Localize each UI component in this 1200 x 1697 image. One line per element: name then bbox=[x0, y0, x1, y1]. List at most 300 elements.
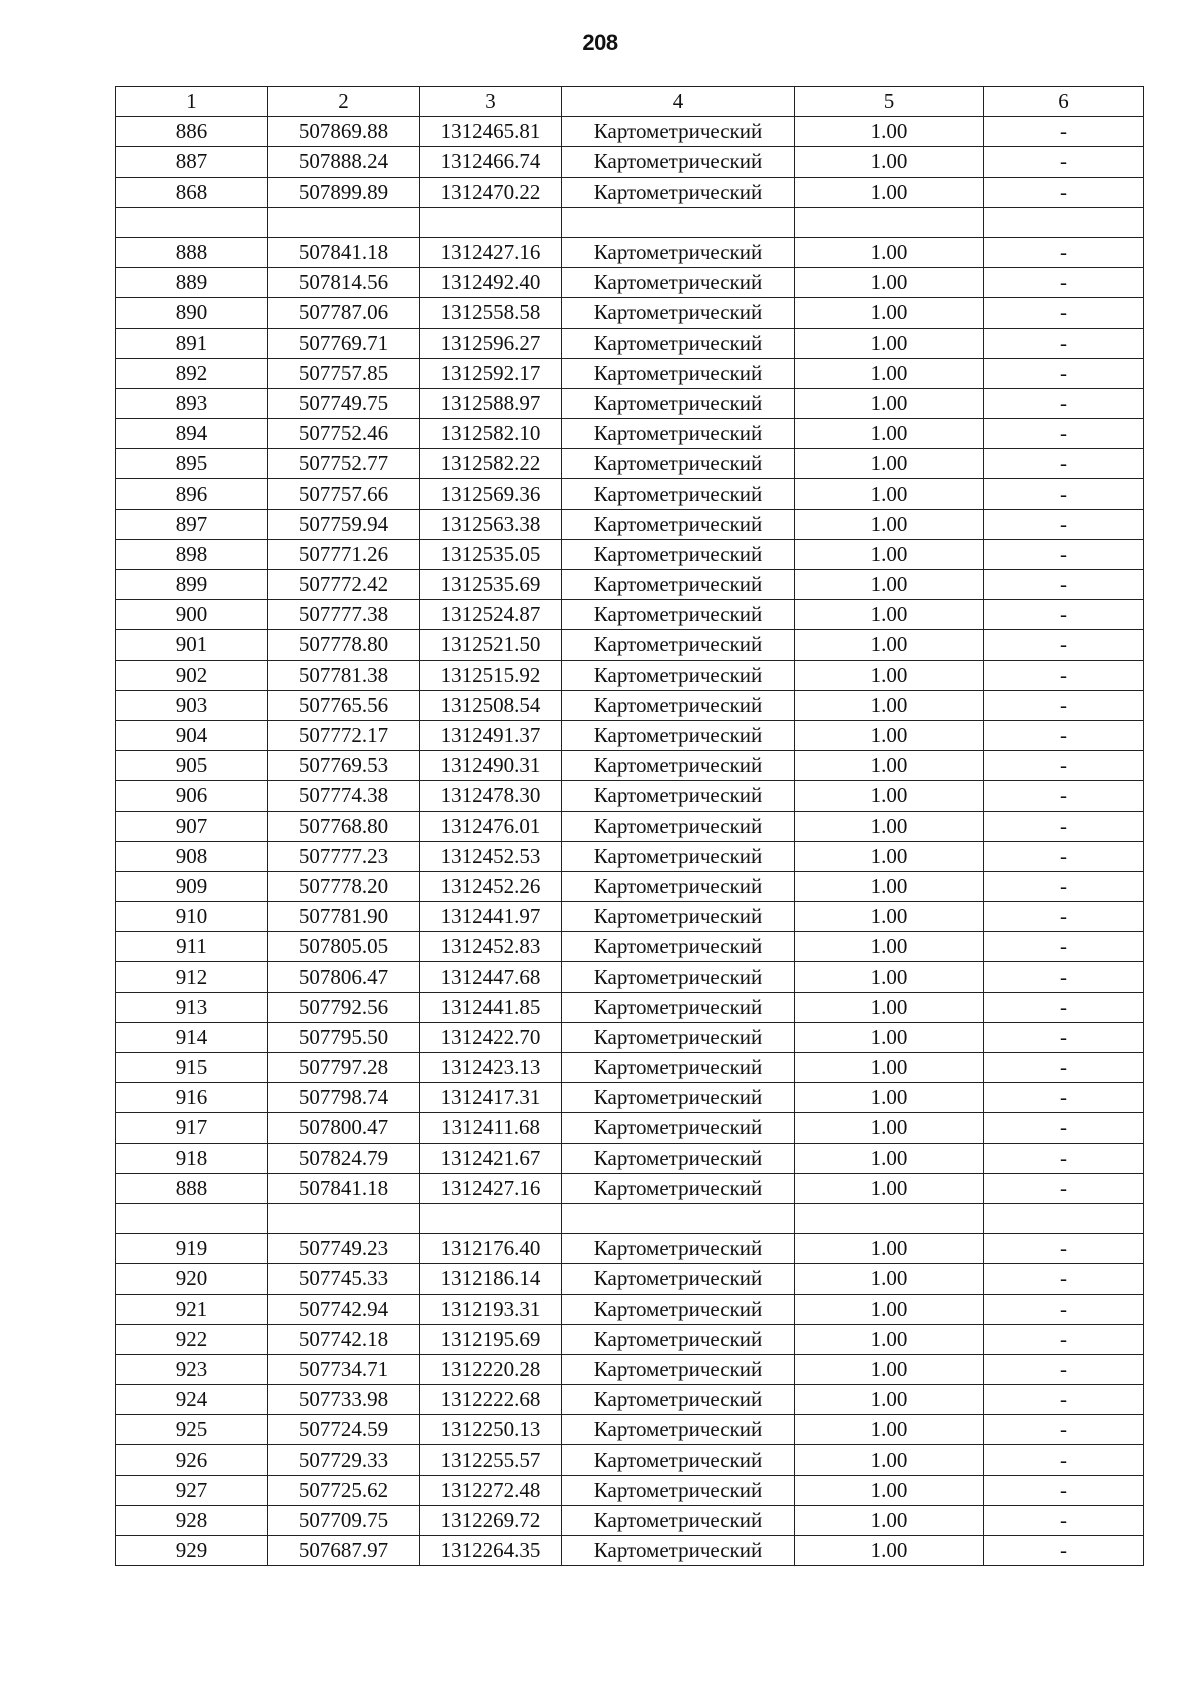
cell-method: Картометрический bbox=[562, 811, 795, 841]
cell-point-number: 928 bbox=[116, 1505, 268, 1535]
cell-precision: 1.00 bbox=[795, 449, 984, 479]
cell-precision: 1.00 bbox=[795, 811, 984, 841]
cell-coordinate-x: 507888.24 bbox=[268, 147, 420, 177]
cell-method: Картометрический bbox=[562, 932, 795, 962]
cell-note: - bbox=[984, 1053, 1144, 1083]
cell-point-number: 924 bbox=[116, 1385, 268, 1415]
cell-precision: 1.00 bbox=[795, 1294, 984, 1324]
cell-note: - bbox=[984, 811, 1144, 841]
cell-coordinate-x: 507752.77 bbox=[268, 449, 420, 479]
cell-coordinate-y: 1312255.57 bbox=[420, 1445, 562, 1475]
table-row bbox=[116, 1324, 1144, 1354]
cell-precision: 1.00 bbox=[795, 1234, 984, 1264]
cell-precision: 1.00 bbox=[795, 962, 984, 992]
cell-coordinate-x: 507806.47 bbox=[268, 962, 420, 992]
cell-point-number: 929 bbox=[116, 1536, 268, 1566]
cell-note: - bbox=[984, 298, 1144, 328]
cell-point-number: 923 bbox=[116, 1354, 268, 1384]
cell-coordinate-y: 1312272.48 bbox=[420, 1475, 562, 1505]
column-header: 5 bbox=[795, 87, 984, 117]
cell-precision: 1.00 bbox=[795, 1173, 984, 1203]
table-row bbox=[116, 811, 1144, 841]
cell-precision: 1.00 bbox=[795, 419, 984, 449]
cell-method: Картометрический bbox=[562, 539, 795, 569]
cell-point-number: 922 bbox=[116, 1324, 268, 1354]
cell-note bbox=[984, 1203, 1144, 1233]
cell-point-number: 888 bbox=[116, 1173, 268, 1203]
cell-point-number: 887 bbox=[116, 147, 268, 177]
cell-coordinate-y: 1312521.50 bbox=[420, 630, 562, 660]
cell-coordinate-x: 507725.62 bbox=[268, 1475, 420, 1505]
cell-coordinate-y: 1312491.37 bbox=[420, 720, 562, 750]
cell-coordinate-x: 507749.75 bbox=[268, 388, 420, 418]
table-row bbox=[116, 871, 1144, 901]
table-row bbox=[116, 992, 1144, 1022]
cell-note: - bbox=[984, 117, 1144, 147]
cell-coordinate-y: 1312592.17 bbox=[420, 358, 562, 388]
cell-method: Картометрический bbox=[562, 962, 795, 992]
cell-point-number: 886 bbox=[116, 117, 268, 147]
cell-coordinate-y: 1312492.40 bbox=[420, 268, 562, 298]
cell-note: - bbox=[984, 1385, 1144, 1415]
cell-method: Картометрический bbox=[562, 479, 795, 509]
cell-precision: 1.00 bbox=[795, 479, 984, 509]
cell-point-number: 915 bbox=[116, 1053, 268, 1083]
table-row bbox=[116, 358, 1144, 388]
cell-method: Картометрический bbox=[562, 1294, 795, 1324]
cell-precision: 1.00 bbox=[795, 1385, 984, 1415]
table-row bbox=[116, 1053, 1144, 1083]
cell-point-number: 919 bbox=[116, 1234, 268, 1264]
cell-point-number: 904 bbox=[116, 720, 268, 750]
cell-coordinate-y: 1312269.72 bbox=[420, 1505, 562, 1535]
cell-method: Картометрический bbox=[562, 419, 795, 449]
cell-note: - bbox=[984, 992, 1144, 1022]
cell-coordinate-x: 507724.59 bbox=[268, 1415, 420, 1445]
table-row bbox=[116, 1113, 1144, 1143]
cell-coordinate-y: 1312441.97 bbox=[420, 902, 562, 932]
cell-coordinate-x: 507709.75 bbox=[268, 1505, 420, 1535]
cell-method: Картометрический bbox=[562, 1354, 795, 1384]
table-row bbox=[116, 1385, 1144, 1415]
cell-coordinate-x: 507768.80 bbox=[268, 811, 420, 841]
cell-precision: 1.00 bbox=[795, 1264, 984, 1294]
cell-coordinate-x bbox=[268, 1203, 420, 1233]
table-row bbox=[116, 1415, 1144, 1445]
cell-coordinate-x: 507781.90 bbox=[268, 902, 420, 932]
cell-coordinate-y: 1312478.30 bbox=[420, 781, 562, 811]
cell-note bbox=[984, 207, 1144, 237]
cell-point-number: 909 bbox=[116, 871, 268, 901]
cell-point-number: 908 bbox=[116, 841, 268, 871]
table-row bbox=[116, 1475, 1144, 1505]
cell-point-number: 913 bbox=[116, 992, 268, 1022]
cell-note: - bbox=[984, 902, 1144, 932]
cell-coordinate-x: 507733.98 bbox=[268, 1385, 420, 1415]
cell-coordinate-x: 507734.71 bbox=[268, 1354, 420, 1384]
cell-note: - bbox=[984, 268, 1144, 298]
cell-coordinate-y: 1312176.40 bbox=[420, 1234, 562, 1264]
cell-coordinate-y: 1312186.14 bbox=[420, 1264, 562, 1294]
cell-coordinate-x: 507769.53 bbox=[268, 751, 420, 781]
cell-precision: 1.00 bbox=[795, 328, 984, 358]
table-row bbox=[116, 1143, 1144, 1173]
cell-note: - bbox=[984, 962, 1144, 992]
cell-point-number: 910 bbox=[116, 902, 268, 932]
cell-coordinate-x: 507729.33 bbox=[268, 1445, 420, 1475]
cell-precision: 1.00 bbox=[795, 841, 984, 871]
cell-coordinate-y: 1312250.13 bbox=[420, 1415, 562, 1445]
cell-precision bbox=[795, 1203, 984, 1233]
cell-point-number: 907 bbox=[116, 811, 268, 841]
cell-coordinate-y: 1312470.22 bbox=[420, 177, 562, 207]
column-header: 6 bbox=[984, 87, 1144, 117]
cell-note: - bbox=[984, 1234, 1144, 1264]
cell-note: - bbox=[984, 720, 1144, 750]
cell-method: Картометрический bbox=[562, 600, 795, 630]
cell-method: Картометрический bbox=[562, 690, 795, 720]
table-row bbox=[116, 962, 1144, 992]
cell-note: - bbox=[984, 388, 1144, 418]
table-row bbox=[116, 600, 1144, 630]
cell-coordinate-x bbox=[268, 207, 420, 237]
table-row bbox=[116, 1234, 1144, 1264]
cell-method: Картометрический bbox=[562, 1415, 795, 1445]
cell-method: Картометрический bbox=[562, 1234, 795, 1264]
cell-point-number: 899 bbox=[116, 570, 268, 600]
cell-method: Картометрический bbox=[562, 720, 795, 750]
cell-precision: 1.00 bbox=[795, 1505, 984, 1535]
cell-method: Картометрический bbox=[562, 237, 795, 267]
cell-note: - bbox=[984, 509, 1144, 539]
table-row bbox=[116, 268, 1144, 298]
table-row bbox=[116, 1022, 1144, 1052]
cell-point-number: 900 bbox=[116, 600, 268, 630]
cell-coordinate-x: 507805.05 bbox=[268, 932, 420, 962]
cell-note: - bbox=[984, 449, 1144, 479]
cell-point-number: 925 bbox=[116, 1415, 268, 1445]
cell-coordinate-x: 507757.66 bbox=[268, 479, 420, 509]
cell-coordinate-x: 507777.38 bbox=[268, 600, 420, 630]
cell-coordinate-x: 507781.38 bbox=[268, 660, 420, 690]
cell-point-number: 896 bbox=[116, 479, 268, 509]
cell-note: - bbox=[984, 479, 1144, 509]
cell-precision: 1.00 bbox=[795, 1053, 984, 1083]
cell-method: Картометрический bbox=[562, 1173, 795, 1203]
table-row bbox=[116, 1173, 1144, 1203]
cell-coordinate-y: 1312582.22 bbox=[420, 449, 562, 479]
cell-coordinate-y: 1312427.16 bbox=[420, 1173, 562, 1203]
table-row bbox=[116, 298, 1144, 328]
cell-method: Картометрический bbox=[562, 992, 795, 1022]
table-row bbox=[116, 841, 1144, 871]
cell-note: - bbox=[984, 660, 1144, 690]
cell-precision: 1.00 bbox=[795, 358, 984, 388]
cell-point-number: 920 bbox=[116, 1264, 268, 1294]
cell-note: - bbox=[984, 871, 1144, 901]
cell-coordinate-x: 507800.47 bbox=[268, 1113, 420, 1143]
cell-coordinate-x: 507899.89 bbox=[268, 177, 420, 207]
cell-point-number: 906 bbox=[116, 781, 268, 811]
table-header-row bbox=[116, 87, 1144, 117]
cell-coordinate-x: 507742.18 bbox=[268, 1324, 420, 1354]
cell-note: - bbox=[984, 1536, 1144, 1566]
cell-coordinate-y: 1312508.54 bbox=[420, 690, 562, 720]
cell-precision: 1.00 bbox=[795, 1354, 984, 1384]
cell-note: - bbox=[984, 1475, 1144, 1505]
cell-coordinate-y: 1312466.74 bbox=[420, 147, 562, 177]
cell-note: - bbox=[984, 1445, 1144, 1475]
cell-point-number: 917 bbox=[116, 1113, 268, 1143]
cell-coordinate-x: 507797.28 bbox=[268, 1053, 420, 1083]
cell-method: Картометрический bbox=[562, 1536, 795, 1566]
cell-coordinate-y: 1312422.70 bbox=[420, 1022, 562, 1052]
cell-method: Картометрический bbox=[562, 177, 795, 207]
cell-precision: 1.00 bbox=[795, 177, 984, 207]
cell-point-number bbox=[116, 207, 268, 237]
cell-coordinate-y: 1312195.69 bbox=[420, 1324, 562, 1354]
table-row bbox=[116, 449, 1144, 479]
cell-coordinate-y: 1312441.85 bbox=[420, 992, 562, 1022]
table-row bbox=[116, 177, 1144, 207]
cell-point-number: 903 bbox=[116, 690, 268, 720]
cell-coordinate-x: 507841.18 bbox=[268, 1173, 420, 1203]
cell-method: Картометрический bbox=[562, 570, 795, 600]
cell-precision: 1.00 bbox=[795, 1083, 984, 1113]
column-header: 3 bbox=[420, 87, 562, 117]
cell-coordinate-x: 507765.56 bbox=[268, 690, 420, 720]
table-row bbox=[116, 1536, 1144, 1566]
separator-row bbox=[116, 1203, 1144, 1233]
cell-coordinate-x: 507778.80 bbox=[268, 630, 420, 660]
cell-coordinate-y: 1312417.31 bbox=[420, 1083, 562, 1113]
table-row bbox=[116, 147, 1144, 177]
cell-coordinate-y: 1312447.68 bbox=[420, 962, 562, 992]
cell-coordinate-y: 1312421.67 bbox=[420, 1143, 562, 1173]
cell-precision: 1.00 bbox=[795, 600, 984, 630]
table-row bbox=[116, 781, 1144, 811]
cell-precision: 1.00 bbox=[795, 871, 984, 901]
table-row bbox=[116, 117, 1144, 147]
cell-method: Картометрический bbox=[562, 358, 795, 388]
cell-coordinate-x: 507769.71 bbox=[268, 328, 420, 358]
cell-coordinate-y bbox=[420, 1203, 562, 1233]
cell-point-number: 889 bbox=[116, 268, 268, 298]
cell-coordinate-x: 507771.26 bbox=[268, 539, 420, 569]
cell-note: - bbox=[984, 1354, 1144, 1384]
cell-coordinate-x: 507778.20 bbox=[268, 871, 420, 901]
cell-precision: 1.00 bbox=[795, 1415, 984, 1445]
cell-coordinate-x: 507795.50 bbox=[268, 1022, 420, 1052]
cell-coordinate-y: 1312465.81 bbox=[420, 117, 562, 147]
table-row bbox=[116, 479, 1144, 509]
cell-coordinate-y: 1312427.16 bbox=[420, 237, 562, 267]
cell-coordinate-x: 507774.38 bbox=[268, 781, 420, 811]
cell-coordinate-x: 507687.97 bbox=[268, 1536, 420, 1566]
cell-method: Картометрический bbox=[562, 1022, 795, 1052]
cell-method: Картометрический bbox=[562, 871, 795, 901]
cell-note: - bbox=[984, 600, 1144, 630]
cell-method: Картометрический bbox=[562, 781, 795, 811]
cell-note: - bbox=[984, 1022, 1144, 1052]
column-header: 2 bbox=[268, 87, 420, 117]
cell-method: Картометрический bbox=[562, 1324, 795, 1354]
cell-note: - bbox=[984, 237, 1144, 267]
table-row bbox=[116, 1294, 1144, 1324]
cell-coordinate-x: 507772.42 bbox=[268, 570, 420, 600]
cell-coordinate-x: 507742.94 bbox=[268, 1294, 420, 1324]
table-body bbox=[116, 87, 1144, 1566]
cell-precision: 1.00 bbox=[795, 660, 984, 690]
cell-method: Картометрический bbox=[562, 1475, 795, 1505]
cell-point-number: 895 bbox=[116, 449, 268, 479]
cell-coordinate-y: 1312558.58 bbox=[420, 298, 562, 328]
cell-point-number: 916 bbox=[116, 1083, 268, 1113]
coordinates-table bbox=[115, 86, 1144, 1566]
cell-precision: 1.00 bbox=[795, 298, 984, 328]
cell-coordinate-y: 1312476.01 bbox=[420, 811, 562, 841]
cell-point-number: 892 bbox=[116, 358, 268, 388]
cell-note: - bbox=[984, 1505, 1144, 1535]
cell-coordinate-x: 507745.33 bbox=[268, 1264, 420, 1294]
cell-precision: 1.00 bbox=[795, 539, 984, 569]
cell-precision: 1.00 bbox=[795, 992, 984, 1022]
cell-method: Картометрический bbox=[562, 902, 795, 932]
cell-coordinate-x: 507824.79 bbox=[268, 1143, 420, 1173]
cell-note: - bbox=[984, 630, 1144, 660]
cell-precision: 1.00 bbox=[795, 509, 984, 539]
cell-coordinate-y: 1312535.69 bbox=[420, 570, 562, 600]
cell-method: Картометрический bbox=[562, 1113, 795, 1143]
cell-note: - bbox=[984, 358, 1144, 388]
cell-coordinate-x: 507777.23 bbox=[268, 841, 420, 871]
cell-coordinate-x: 507798.74 bbox=[268, 1083, 420, 1113]
table-row bbox=[116, 660, 1144, 690]
cell-method: Картометрический bbox=[562, 388, 795, 418]
cell-coordinate-x: 507792.56 bbox=[268, 992, 420, 1022]
cell-coordinate-y: 1312596.27 bbox=[420, 328, 562, 358]
cell-note: - bbox=[984, 328, 1144, 358]
table-row bbox=[116, 509, 1144, 539]
column-header: 4 bbox=[562, 87, 795, 117]
column-header: 1 bbox=[116, 87, 268, 117]
cell-precision: 1.00 bbox=[795, 1324, 984, 1354]
cell-note: - bbox=[984, 419, 1144, 449]
cell-note: - bbox=[984, 1143, 1144, 1173]
cell-coordinate-x: 507752.46 bbox=[268, 419, 420, 449]
cell-coordinate-y: 1312524.87 bbox=[420, 600, 562, 630]
table-row bbox=[116, 570, 1144, 600]
cell-coordinate-y: 1312490.31 bbox=[420, 751, 562, 781]
cell-point-number: 893 bbox=[116, 388, 268, 418]
cell-coordinate-y: 1312452.83 bbox=[420, 932, 562, 962]
cell-precision: 1.00 bbox=[795, 570, 984, 600]
cell-precision: 1.00 bbox=[795, 1113, 984, 1143]
cell-method: Картометрический bbox=[562, 1445, 795, 1475]
cell-method: Картометрический bbox=[562, 660, 795, 690]
cell-precision: 1.00 bbox=[795, 1143, 984, 1173]
cell-method: Картометрический bbox=[562, 449, 795, 479]
cell-coordinate-y: 1312582.10 bbox=[420, 419, 562, 449]
cell-point-number: 902 bbox=[116, 660, 268, 690]
cell-precision: 1.00 bbox=[795, 1475, 984, 1505]
table-row bbox=[116, 388, 1144, 418]
cell-coordinate-x: 507869.88 bbox=[268, 117, 420, 147]
cell-point-number: 894 bbox=[116, 419, 268, 449]
cell-precision: 1.00 bbox=[795, 388, 984, 418]
cell-note: - bbox=[984, 177, 1144, 207]
cell-note: - bbox=[984, 1294, 1144, 1324]
cell-precision: 1.00 bbox=[795, 1022, 984, 1052]
cell-method: Картометрический bbox=[562, 630, 795, 660]
cell-precision: 1.00 bbox=[795, 720, 984, 750]
cell-method: Картометрический bbox=[562, 1505, 795, 1535]
cell-coordinate-x: 507772.17 bbox=[268, 720, 420, 750]
cell-precision bbox=[795, 207, 984, 237]
table-row bbox=[116, 902, 1144, 932]
cell-point-number: 914 bbox=[116, 1022, 268, 1052]
cell-coordinate-x: 507841.18 bbox=[268, 237, 420, 267]
cell-point-number: 926 bbox=[116, 1445, 268, 1475]
cell-point-number: 921 bbox=[116, 1294, 268, 1324]
table-row bbox=[116, 237, 1144, 267]
cell-coordinate-x: 507787.06 bbox=[268, 298, 420, 328]
cell-method: Картометрический bbox=[562, 1264, 795, 1294]
cell-coordinate-y: 1312423.13 bbox=[420, 1053, 562, 1083]
cell-coordinate-y bbox=[420, 207, 562, 237]
cell-point-number: 905 bbox=[116, 751, 268, 781]
cell-point-number: 918 bbox=[116, 1143, 268, 1173]
cell-precision: 1.00 bbox=[795, 117, 984, 147]
cell-note: - bbox=[984, 690, 1144, 720]
cell-coordinate-y: 1312515.92 bbox=[420, 660, 562, 690]
cell-method bbox=[562, 1203, 795, 1233]
cell-method bbox=[562, 207, 795, 237]
table-row bbox=[116, 1354, 1144, 1384]
cell-method: Картометрический bbox=[562, 1053, 795, 1083]
cell-note: - bbox=[984, 781, 1144, 811]
cell-note: - bbox=[984, 147, 1144, 177]
cell-method: Картометрический bbox=[562, 1385, 795, 1415]
cell-note: - bbox=[984, 932, 1144, 962]
cell-note: - bbox=[984, 539, 1144, 569]
cell-precision: 1.00 bbox=[795, 1445, 984, 1475]
cell-method: Картометрический bbox=[562, 298, 795, 328]
cell-coordinate-y: 1312452.53 bbox=[420, 841, 562, 871]
cell-coordinate-x: 507757.85 bbox=[268, 358, 420, 388]
cell-point-number: 898 bbox=[116, 539, 268, 569]
cell-note: - bbox=[984, 1083, 1144, 1113]
cell-note: - bbox=[984, 1113, 1144, 1143]
cell-point-number: 912 bbox=[116, 962, 268, 992]
cell-method: Картометрический bbox=[562, 751, 795, 781]
cell-method: Картометрический bbox=[562, 1143, 795, 1173]
cell-method: Картометрический bbox=[562, 841, 795, 871]
page-number: 208 bbox=[582, 30, 618, 55]
cell-point-number: 890 bbox=[116, 298, 268, 328]
cell-method: Картометрический bbox=[562, 328, 795, 358]
cell-precision: 1.00 bbox=[795, 630, 984, 660]
cell-method: Картометрический bbox=[562, 509, 795, 539]
table-row bbox=[116, 1445, 1144, 1475]
cell-point-number: 891 bbox=[116, 328, 268, 358]
table-row bbox=[116, 932, 1144, 962]
cell-precision: 1.00 bbox=[795, 268, 984, 298]
cell-note: - bbox=[984, 1415, 1144, 1445]
cell-coordinate-x: 507749.23 bbox=[268, 1234, 420, 1264]
cell-method: Картометрический bbox=[562, 1083, 795, 1113]
table-row bbox=[116, 328, 1144, 358]
